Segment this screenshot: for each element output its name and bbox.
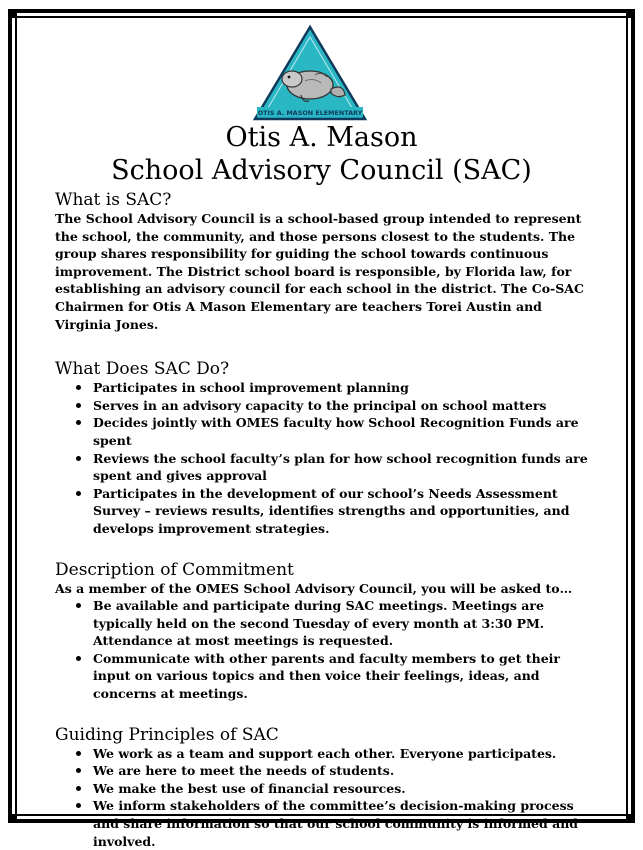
list-item: Decides jointly with OMES faculty how School Recognition Funds are spent	[93, 414, 595, 449]
list-item: Serves in an advisory capacity to the principal on school matters	[93, 397, 595, 415]
list-item: We inform stakeholders of the committee’s decision-making process and share information so that our school community is informed and involved.	[93, 797, 595, 850]
list-item: Participates in school improvement planning	[93, 379, 595, 397]
svg-text:OTIS A. MASON ELEMENTARY: OTIS A. MASON ELEMENTARY	[257, 109, 363, 117]
section-intro: As a member of the OMES School Advisory Council, you will be asked to…	[55, 580, 573, 596]
list-item: Reviews the school faculty’s plan for how school recognition funds are spent and gives approval	[93, 450, 595, 485]
section-heading: Guiding Principles of SAC	[55, 724, 279, 745]
section-what-does-sac-do	[55, 359, 595, 537]
section-paragraph: The School Advisory Council is a school-based group intended to represent the school, the community, and those persons closest to the students. The group shares responsibility for guiding the school towards continuous improvement. The District school board is responsible, by Florida law, for establishing an advisory council for each school in the district. The Co-SAC Chairmen for Otis A Mason Elementary are teachers Torei Austin and Virginia Jones.	[55, 211, 584, 332]
bullet-list	[55, 597, 595, 703]
section-guiding-principles	[55, 725, 595, 850]
section-what-is-sac	[55, 190, 595, 333]
bullet-list	[55, 379, 595, 537]
bullet-list	[55, 745, 595, 850]
border-corner	[626, 814, 635, 823]
list-item: We make the best use of financial resources.	[93, 780, 595, 798]
section-description-of-commitment	[55, 560, 595, 703]
list-item: Communicate with other parents and faculty members to get their input on various topics and then voice their feelings, ideas, and concerns at meetings.	[93, 650, 595, 703]
border-corner	[8, 814, 17, 823]
list-item: Be available and participate during SAC meetings. Meetings are typically held on the second Tuesday of every month at 3:30 PM. Attendance at most meetings is requested.	[93, 597, 595, 650]
list-item: We work as a team and support each other. Everyone participates.	[93, 745, 595, 763]
list-item: Participates in the development of our school’s Needs Assessment Survey – reviews results, identifies strengths and opportunities, and develops improvement strategies.	[93, 485, 595, 538]
border-corner	[626, 9, 635, 18]
list-item: We are here to meet the needs of students.	[93, 762, 595, 780]
document-body	[55, 190, 595, 850]
border-corner	[8, 9, 17, 18]
section-heading: What is SAC?	[55, 190, 172, 210]
page-title: Otis A. Mason	[225, 122, 418, 153]
section-heading: What Does SAC Do?	[55, 359, 230, 380]
section-heading: Description of Commitment	[55, 559, 294, 580]
school-logo	[249, 23, 371, 125]
page-subtitle: School Advisory Council (SAC)	[111, 155, 532, 186]
